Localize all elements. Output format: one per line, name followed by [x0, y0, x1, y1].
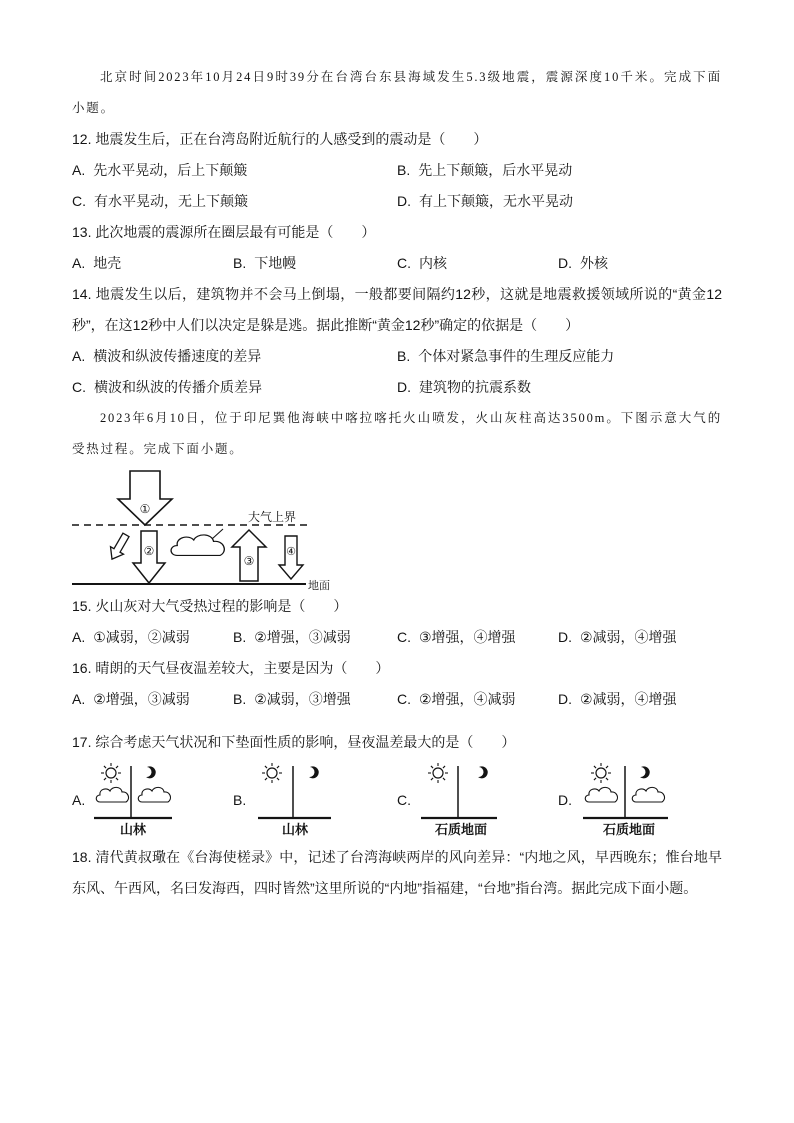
- cloud-reflection-line: [212, 529, 223, 539]
- question-12-option-a: [72, 155, 397, 186]
- passage-volcano: 2023年6月10日，位于印尼巽他海峡中喀拉喀托火山喷发，火山灰柱高达3500m。下图示意大气的受热过程。完成下面小题。: [72, 411, 722, 456]
- question-13-option-c: [397, 248, 558, 279]
- option-label: B.: [233, 792, 247, 808]
- question-14-stem: 14. 地震发生以后，建筑物并不会马上倒塌，一般都要间隔约12秒，这就是地震救援领域所说的“黄金12秒”，在这12秒中人们以决定是躲是逃。据此推断“黄金12秒”确定的依据是（ ）: [72, 286, 722, 333]
- option-label: D.: [558, 691, 572, 707]
- option-label: D.: [558, 629, 572, 645]
- option-label: C.: [397, 691, 411, 707]
- option-text: 先上下颠簸，后水平晃动: [418, 162, 573, 178]
- question-15-option-b: [233, 622, 397, 653]
- cloud-icon: [138, 787, 170, 802]
- arrow-2-label: ②: [143, 544, 155, 558]
- question-16-option-c: [397, 684, 558, 715]
- question-14-option-b: [397, 341, 722, 372]
- upper-atmosphere-boundary-label: 大气上界: [248, 510, 297, 524]
- question-15-option-d: [558, 622, 722, 653]
- question-16-options: [72, 684, 722, 715]
- sun-icon: [101, 763, 121, 783]
- option-label: C.: [397, 255, 411, 271]
- reflection-arrow-shape: [106, 531, 133, 563]
- option-label: A.: [72, 162, 86, 178]
- cloud-icon: [171, 535, 224, 555]
- question-17-option-a: [72, 763, 172, 837]
- option-text: 横波和纵波传播速度的差异: [93, 348, 262, 364]
- surface-caption: 石质地面: [602, 822, 656, 837]
- cloud-shape: [171, 535, 224, 555]
- moon-icon: [640, 766, 650, 778]
- option-text: 横波和纵波的传播介质差异: [94, 379, 262, 395]
- ground-label: 地面: [308, 580, 330, 592]
- question-15-option-c: [397, 622, 558, 653]
- question-15: [72, 591, 722, 653]
- question-16-option-d: [558, 684, 722, 715]
- question-16: [72, 653, 722, 715]
- question-13-option-a: [72, 248, 233, 279]
- question-14-options: [72, 341, 722, 403]
- option-text: 先水平晃动，后上下颠簸: [93, 162, 248, 178]
- option-text: 内核: [419, 255, 447, 271]
- question-17-option-b: [233, 763, 331, 837]
- option-text: 有水平晃动，无上下颠簸: [94, 193, 248, 209]
- cloud-icon: [585, 787, 617, 802]
- moon-icon: [146, 766, 156, 778]
- question-14-option-d: [397, 372, 722, 403]
- question-17-option-d: [558, 763, 668, 837]
- option-label: C.: [72, 193, 86, 209]
- moon-icon: [478, 766, 488, 778]
- surface-caption: 石质地面: [434, 822, 488, 837]
- sun-icon: [428, 763, 448, 783]
- option-text: 建筑物的抗震系数: [419, 379, 531, 395]
- question-12-stem: 12. 地震发生后，正在台湾岛附近航行的人感受到的震动是（ ）: [72, 131, 488, 147]
- question-13-option-b: [233, 248, 397, 279]
- question-14-option-c: [72, 372, 397, 403]
- reflection-arrow: [106, 531, 133, 563]
- option-label: A.: [72, 691, 86, 707]
- arrow-1-solar-radiation: [118, 471, 172, 525]
- question-17-option-c: [397, 763, 497, 837]
- question-13: [72, 217, 722, 279]
- option-label: C.: [397, 629, 411, 645]
- question-17-figures: [0, 758, 794, 842]
- question-14-option-a: [72, 341, 397, 372]
- atmosphere-heating-diagram: [72, 465, 352, 593]
- question-12-option-c: [72, 186, 397, 217]
- option-text: ②减弱，④增强: [580, 629, 677, 645]
- option-label: D.: [558, 255, 572, 271]
- option-text: ①减弱，②减弱: [93, 629, 190, 645]
- arrow-4-label: ④: [286, 546, 296, 558]
- option-label: B.: [233, 629, 247, 645]
- option-label: C.: [397, 792, 411, 808]
- option-text: ②减弱，④增强: [580, 691, 677, 707]
- option-text: ②增强，④减弱: [419, 691, 516, 707]
- option-label: B.: [233, 255, 247, 271]
- option-label: C.: [72, 379, 86, 395]
- passage-earthquake: 北京时间2023年10月24日9时39分在台湾台东县海域发生5.3级地震，震源深度10千米。完成下面小题。: [72, 70, 722, 115]
- option-label: B.: [397, 162, 411, 178]
- option-label: D.: [558, 792, 572, 808]
- option-label: A.: [72, 348, 86, 364]
- option-label: B.: [233, 691, 247, 707]
- surface-caption: 山林: [119, 822, 147, 837]
- question-16-option-b: [233, 684, 397, 715]
- option-label: A.: [72, 255, 86, 271]
- question-15-option-a: [72, 622, 233, 653]
- sun-icon: [591, 763, 611, 783]
- arrow-1-label: ①: [139, 502, 151, 516]
- option-text: 有上下颠簸，无水平晃动: [419, 193, 573, 209]
- question-12-option-b: [397, 155, 722, 186]
- option-text: ②增强，③减弱: [93, 691, 190, 707]
- question-12-options: [72, 155, 722, 217]
- option-label: D.: [397, 193, 411, 209]
- question-13-options: [72, 248, 722, 279]
- option-text: 地壳: [93, 255, 122, 271]
- question-17-stem: 17. 综合考虑天气状况和下垫面性质的影响，昼夜温差最大的是（ ）: [72, 734, 516, 750]
- question-17: [72, 727, 722, 758]
- cloud-icon: [632, 787, 664, 802]
- question-13-option-d: [558, 248, 722, 279]
- question-16-option-a: [72, 684, 233, 715]
- option-text: ②增强，③减弱: [254, 629, 351, 645]
- option-text: 下地幔: [254, 255, 297, 271]
- option-label: B.: [397, 348, 411, 364]
- question-15-options: [72, 622, 722, 653]
- question-12: [72, 124, 722, 217]
- question-16-stem: 16. 晴朗的天气昼夜温差较大，主要是因为（ ）: [72, 660, 390, 676]
- question-14: [72, 279, 722, 403]
- question-18: [72, 842, 722, 904]
- surface-caption: 山林: [281, 822, 309, 837]
- option-text: ②减弱，③增强: [254, 691, 351, 707]
- question-18-stem: 18. 清代黄叔璥在《台海使槎录》中，记述了台湾海峡两岸的风向差异：“内地之风，早西晚东；惟台地早东风、午西风，名曰发海西，四时皆然”这里所说的“内地”指福建，“台地”指台湾。据此完成下面小题。: [72, 849, 722, 896]
- option-text: 个体对紧急事件的生理反应能力: [418, 348, 615, 364]
- moon-icon: [309, 766, 319, 778]
- option-label: D.: [397, 379, 411, 395]
- cloud-icon: [96, 787, 128, 802]
- question-15-stem: 15. 火山灰对大气受热过程的影响是（ ）: [72, 598, 348, 614]
- sun-icon: [262, 763, 282, 783]
- option-text: ③增强，④增强: [419, 629, 516, 645]
- option-text: 外核: [580, 255, 608, 271]
- option-label: A.: [72, 792, 86, 808]
- question-12-option-d: [397, 186, 722, 217]
- arrow-3-label: ③: [243, 554, 255, 568]
- question-13-stem: 13. 此次地震的震源所在圈层最有可能是（ ）: [72, 224, 376, 240]
- option-label: A.: [72, 629, 86, 645]
